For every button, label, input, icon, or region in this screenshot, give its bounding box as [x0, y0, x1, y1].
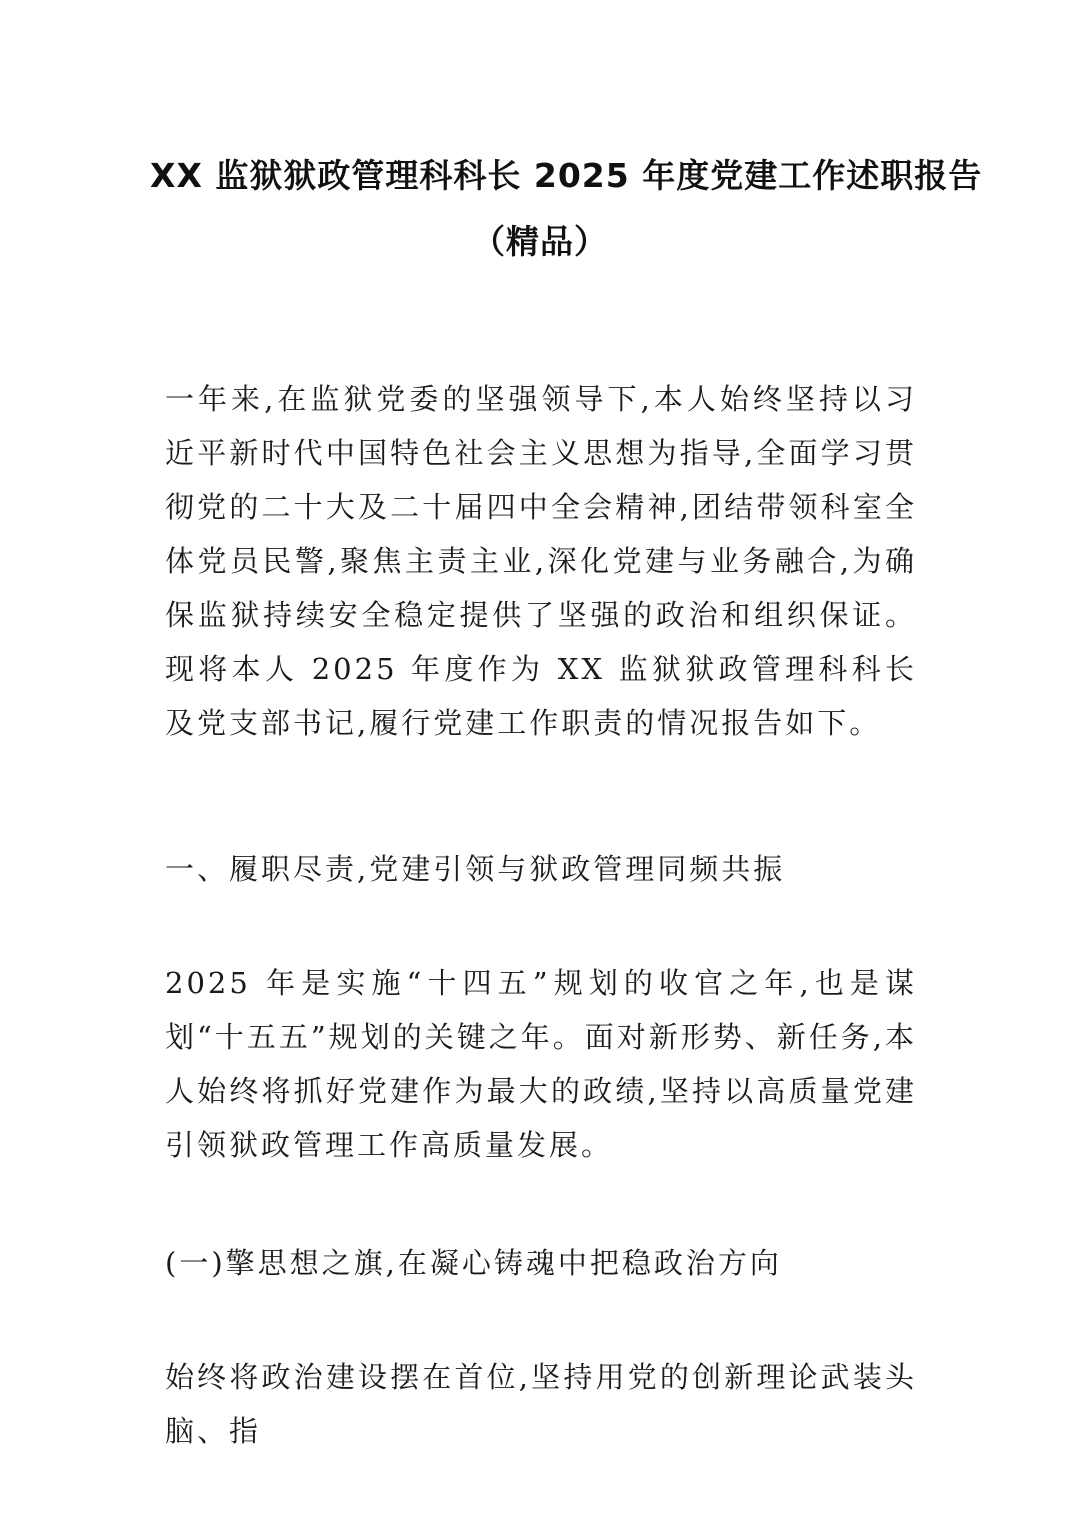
section-paragraph: 2025 年是实施“十四五”规划的收官之年,也是谋划“十五五”规划的关键之年。面对新形势、新任务,本人始终将抓好党建作为最大的政绩,坚持以高质量党建引领狱政管理工作高质量发展。 — [165, 966, 917, 1162]
section-heading: 一、履职尽责,党建引领与狱政管理同频共振 — [165, 852, 786, 886]
document-subtitle: （精品） — [472, 222, 608, 261]
subsection-heading: (一)擎思想之旗,在凝心铸魂中把稳政治方向 — [165, 1246, 782, 1280]
document-title: XX 监狱狱政管理科科长 2025 年度党建工作述职报告 — [150, 156, 983, 195]
intro-paragraph: 一年来,在监狱党委的坚强领导下,本人始终坚持以习近平新时代中国特色社会主义思想为指导,全面学习贯彻党的二十大及二十届四中全会精神,团结带领科室全体党员民警,聚焦主责主业,深化党建与业务融合,为确保监狱持续安全稳定提供了坚强的政治和组织保证。现将本人 2025 年度作为 XX 监狱狱政管理科科长及党支部书记,履行党建工作职责的情况报告如下。 — [165, 382, 917, 740]
subsection-paragraph: 始终将政治建设摆在首位,坚持用党的创新理论武装头脑、指 — [165, 1360, 917, 1448]
